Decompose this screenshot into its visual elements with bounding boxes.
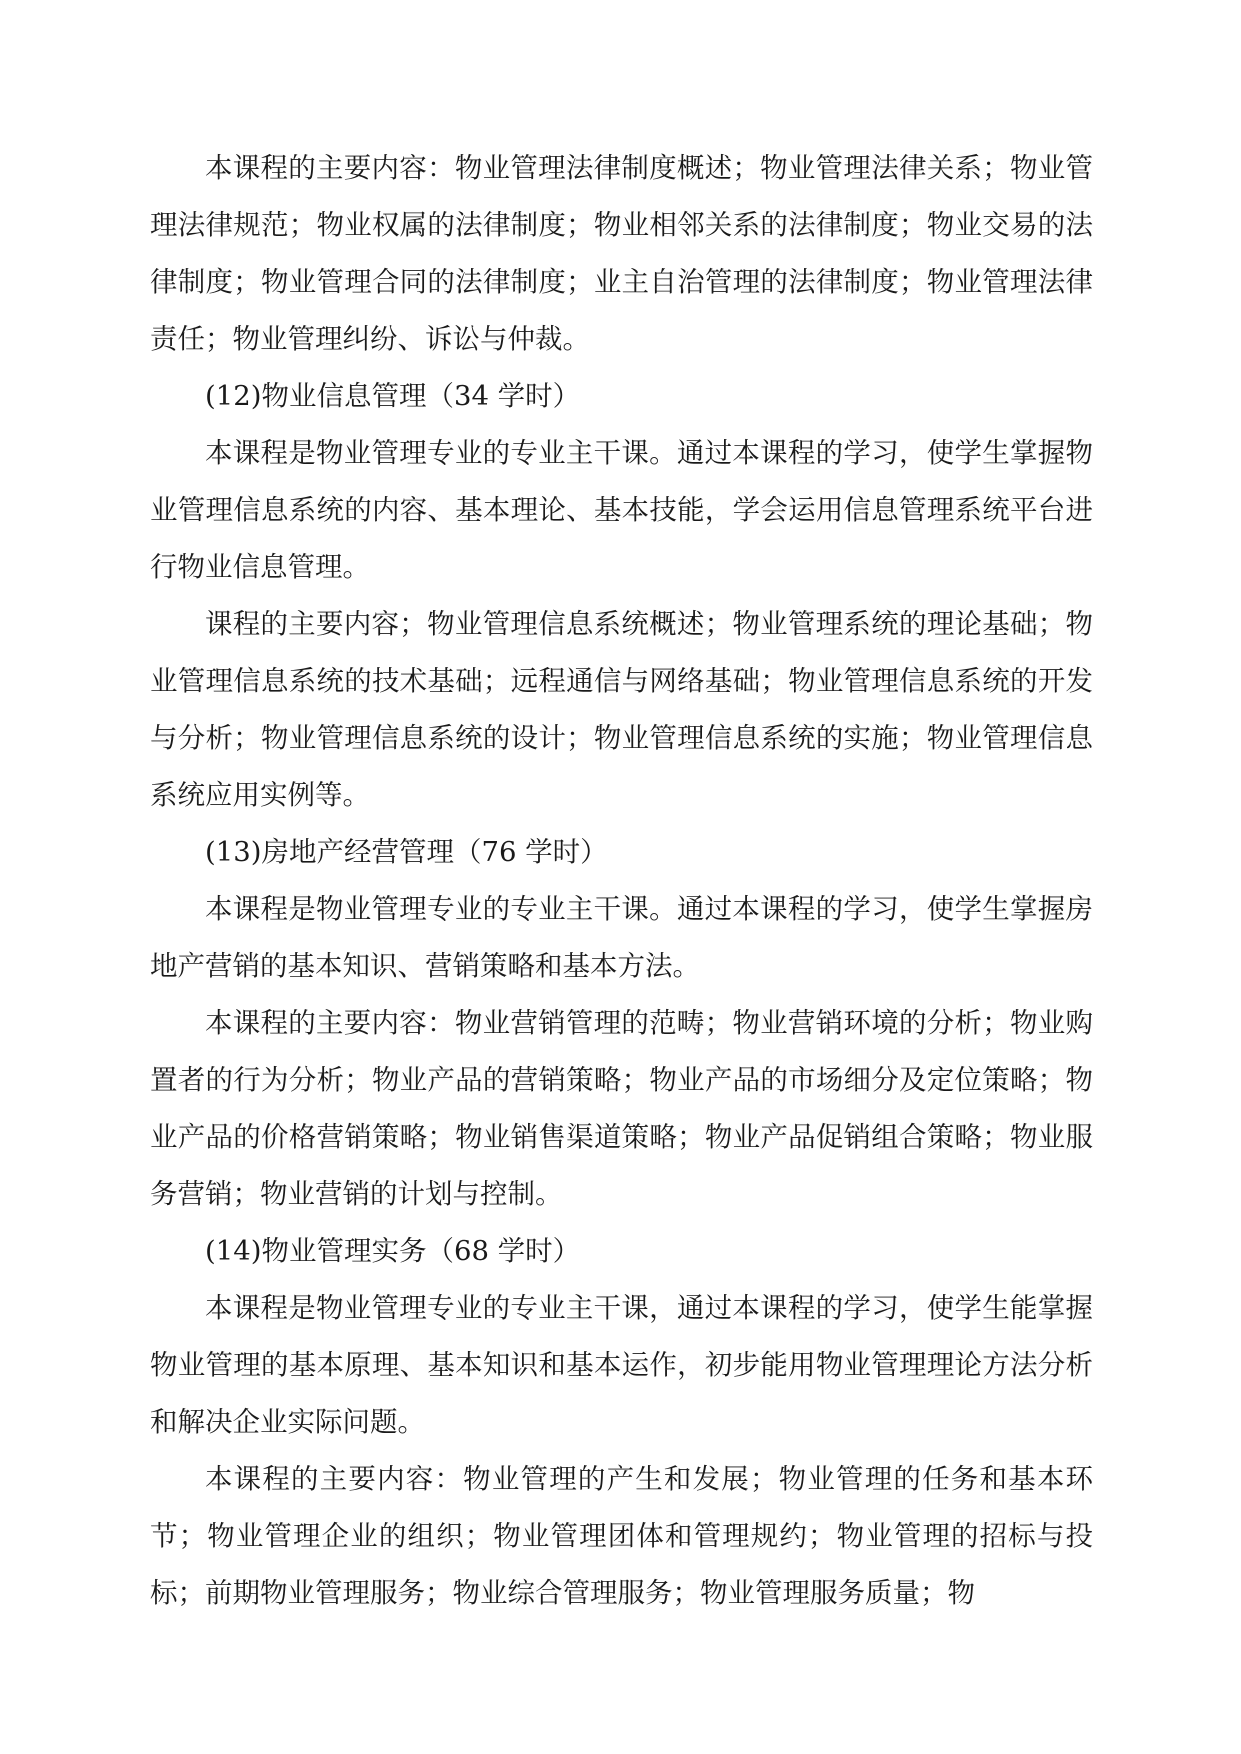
heading-course-14: (14)物业管理实务（68 学时） [205,1235,581,1267]
paragraph-content-14: 本课程的主要内容：物业管理的产生和发展；物业管理的任务和基本环节；物业管理企业的组织；物业管理团体和管理规约；物业管理的招标与投标；前期物业管理服务；物业综合管理服务；物业管理服务质量；物 [150,1463,1093,1609]
heading-course-13: (13)房地产经营管理（76 学时） [205,836,608,868]
paragraph-content-law: 本课程的主要内容：物业管理法律制度概述；物业管理法律关系；物业管理法律规范；物业权属的法律制度；物业相邻关系的法律制度；物业交易的法律制度；物业管理合同的法律制度；业主自治管理的法律制度；物业管理法律责任；物业管理纠纷、诉讼与仲裁。 [150,152,1093,355]
paragraph-content-12: 课程的主要内容；物业管理信息系统概述；物业管理系统的理论基础；物业管理信息系统的技术基础；远程通信与网络基础；物业管理信息系统的开发与分析；物业管理信息系统的设计；物业管理信息系统的实施；物业管理信息系统应用实例等。 [150,608,1093,811]
paragraph-content-13: 本课程的主要内容：物业营销管理的范畴；物业营销环境的分析；物业购置者的行为分析；物业产品的营销策略；物业产品的市场细分及定位策略；物业产品的价格营销策略；物业销售渠道策略；物业产品促销组合策略；物业服务营销；物业营销的计划与控制。 [150,1007,1093,1210]
document-page [150,140,1093,1622]
paragraph-intro-13: 本课程是物业管理专业的专业主干课。通过本课程的学习，使学生掌握房地产营销的基本知识、营销策略和基本方法。 [150,893,1093,982]
paragraph-intro-14: 本课程是物业管理专业的专业主干课，通过本课程的学习，使学生能掌握物业管理的基本原理、基本知识和基本运作，初步能用物业管理理论方法分析和解决企业实际问题。 [150,1292,1093,1438]
heading-course-12: (12)物业信息管理（34 学时） [205,380,581,412]
paragraph-intro-12: 本课程是物业管理专业的专业主干课。通过本课程的学习，使学生掌握物业管理信息系统的内容、基本理论、基本技能，学会运用信息管理系统平台进行物业信息管理。 [150,437,1093,583]
